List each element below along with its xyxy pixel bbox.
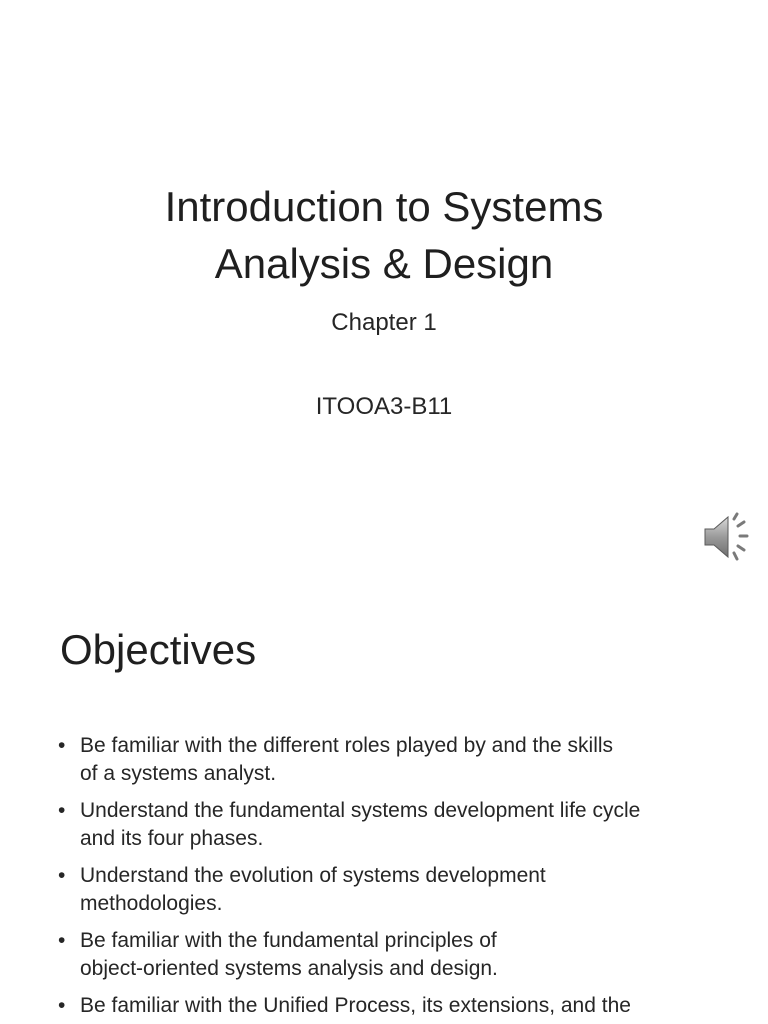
bullet-icon: • xyxy=(58,994,66,1017)
course-code: ITOOA3-B11 xyxy=(315,393,453,420)
objective-line: Be familiar with the Unified Process, its extensions, and the xyxy=(80,994,631,1017)
objective-line: methodologies. xyxy=(80,892,223,915)
objective-line: of a systems analyst. xyxy=(80,762,277,785)
objective-item xyxy=(58,862,718,918)
objective-line: Understand the evolution of systems development xyxy=(80,864,546,887)
bullet-icon: • xyxy=(58,799,66,822)
objective-line: Understand the fundamental systems development life cycle xyxy=(80,799,641,822)
bullet-icon: • xyxy=(58,929,66,952)
slide-title-line-1: Introduction to Systems xyxy=(164,183,604,230)
objective-line: Be familiar with the fundamental principles of xyxy=(80,929,497,952)
chapter-label: Chapter 1 xyxy=(331,309,437,336)
objectives-list xyxy=(58,732,718,1024)
slide-title-line-2: Analysis & Design xyxy=(214,240,554,287)
objective-item xyxy=(58,732,718,788)
slide-title xyxy=(84,178,684,292)
objective-item xyxy=(58,927,718,983)
objective-item xyxy=(58,992,718,1020)
bullet-icon: • xyxy=(58,864,66,887)
objective-line: Be familiar with the different roles played by and the skills xyxy=(80,734,614,757)
objectives-heading: Objectives xyxy=(60,626,257,673)
speaker-sound-icon[interactable] xyxy=(700,509,758,565)
objective-item xyxy=(58,797,718,853)
objective-line: and its four phases. xyxy=(80,827,264,850)
bullet-icon: • xyxy=(58,734,66,757)
objectives-slide xyxy=(0,586,768,1024)
objective-line: object-oriented systems analysis and design. xyxy=(80,957,498,980)
